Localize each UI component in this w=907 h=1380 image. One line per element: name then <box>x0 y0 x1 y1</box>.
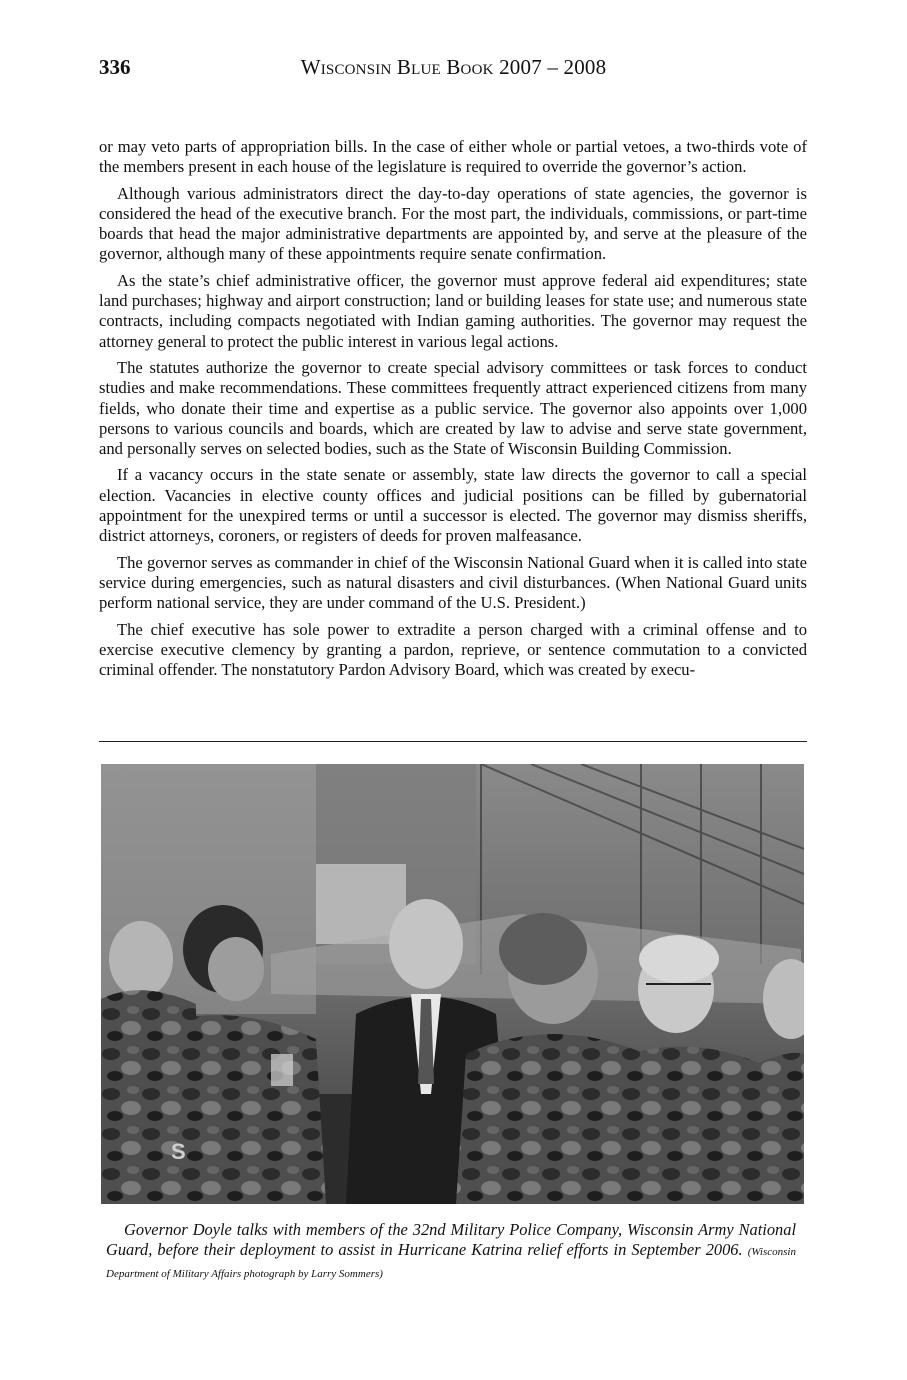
paragraph-head-of-executive: Although various administrators direct the day-to-day operations of state agencies, the governor is considered the head of the executive branch. For the most part, the individuals, commissions, or part-time boards that head the major administrative departments are appointed by, and serve at the pleasure of the governor, although many of these appointments require senate confirmation. <box>99 183 807 264</box>
photograph-governor-with-guard <box>101 764 804 1204</box>
section-divider <box>99 741 807 742</box>
paragraph-vacancies: If a vacancy occurs in the state senate or assembly, state law directs the governor to call a special election. Vacancies in elective county offices and judicial positions can be filled by gubernatorial appointment for the unexpired terms or until a successor is elected. The governor may dismiss sheriffs, district attorneys, coroners, or registers of deeds for proven malfeasance. <box>99 465 807 546</box>
paragraph-veto-override: or may veto parts of appropriation bills. In the case of either whole or partial vetoes, a two-thirds vote of the members present in each house of the legislature is required to override the governor’s action. <box>99 137 807 177</box>
paragraph-advisory-committees: The statutes authorize the governor to create special advisory committees or task forces to conduct studies and make recommendations. These committees frequently attract experienced citizens from many fields, who donate their time and expertise as a public service. The governor also appoints over 1,000 persons to various councils and boards, which are created by law to advise and serve state government, and personally serves on selected bodies, such as the State of Wisconsin Building Commission. <box>99 357 807 459</box>
flag-patch <box>271 1054 293 1086</box>
page-number: 336 <box>99 55 131 79</box>
photo-caption <box>106 1220 796 1285</box>
body-text <box>99 137 807 686</box>
paragraph-clemency: The chief executive has sole power to extradite a person charged with a criminal offense and to exercise executive clemency by granting a pardon, reprieve, or sentence commutation to a convicted criminal offender. The nonstatutory Pardon Advisory Board, which was created by execu- <box>99 619 807 680</box>
running-head: Wisconsin Blue Book 2007 – 2008 <box>300 55 607 79</box>
photo-credit: (Wisconsin Department of Military Affairs photograph by Larry Sommers) <box>106 1245 796 1280</box>
paragraph-chief-administrative-officer: As the state’s chief administrative officer, the governor must approve federal aid expenditures; state land purchases; highway and airport construction; land or building leases for state use; and numerous state contracts, including compacts negotiated with Indian gaming authorities. The governor may request the attorney general to protect the public interest in various legal actions. <box>99 270 807 351</box>
caption-text: Governor Doyle talks with members of the 32nd Military Police Company, Wisconsin Army National Guard, before their deployment to assist in Hurricane Katrina relief efforts in September 2006. <box>106 1220 796 1259</box>
paragraph-commander-in-chief: The governor serves as commander in chief of the Wisconsin National Guard when it is called into state service during emergencies, such as natural disasters and civil disturbances. (When National Guard units perform national service, they are under command of the U.S. President.) <box>99 552 807 613</box>
uniform-label: S <box>171 1139 186 1164</box>
